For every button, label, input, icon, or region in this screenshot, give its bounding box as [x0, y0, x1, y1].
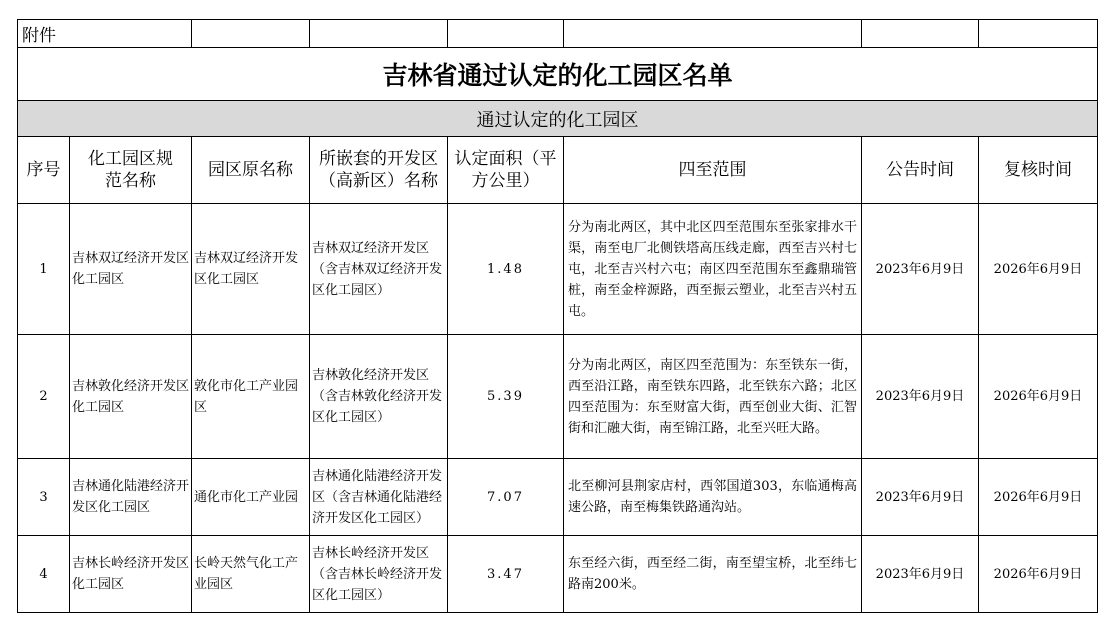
cell-announce: 2023年6月9日: [862, 536, 979, 613]
cell-name: 吉林敦化经济开发区化工园区: [70, 335, 192, 459]
cell-range: 东至经六街，西至经二街，南至望宝桥，北至纬七路南200米。: [564, 536, 862, 613]
header-review: 复核时间: [979, 137, 1098, 204]
cell-review: 2026年6月9日: [979, 335, 1098, 459]
cell-seq: 4: [18, 536, 70, 613]
cell-original: 通化市化工产业园: [192, 459, 310, 536]
cell-announce: 2023年6月9日: [862, 335, 979, 459]
attachment-row: [18, 20, 1098, 48]
cell-seq: 2: [18, 335, 70, 459]
cell-announce: 2023年6月9日: [862, 204, 979, 335]
header-seq: 序号: [18, 137, 70, 204]
subtitle-row: [18, 101, 1098, 137]
header-area: 认定面积（平方公里）: [448, 137, 564, 204]
cell-seq: 3: [18, 459, 70, 536]
header-row: [18, 137, 1098, 204]
table-row: [18, 459, 1098, 536]
table-row: [18, 204, 1098, 335]
cell-review: 2026年6月9日: [979, 204, 1098, 335]
table-row: [18, 536, 1098, 613]
park-list-table: [17, 19, 1098, 613]
cell-dev-zone: 吉林双辽经济开发区（含吉林双辽经济开发区化工园区）: [310, 204, 448, 335]
page-title: 吉林省通过认定的化工园区名单: [18, 48, 1098, 101]
cell-area: 7.07: [448, 459, 564, 536]
cell-seq: 1: [18, 204, 70, 335]
cell-name: 吉林长岭经济开发区化工园区: [70, 536, 192, 613]
cell-dev-zone: 吉林通化陆港经济开发区（含吉林通化陆港经济开发区化工园区）: [310, 459, 448, 536]
cell-announce: 2023年6月9日: [862, 459, 979, 536]
header-dev-zone: 所嵌套的开发区（高新区）名称: [310, 137, 448, 204]
cell-range: 分为南北两区，其中北区四至范围东至张家排水干渠，南至电厂北侧铁塔高压线走廊，西至吉兴村七屯，北至吉兴村六屯；南区四至范围东至鑫鼎瑞管桩，南至金梓源路，西至振云塑业，北至吉兴村五屯。: [564, 204, 862, 335]
cell-name: 吉林通化陆港经济开发区化工园区: [70, 459, 192, 536]
cell-original: 敦化市化工产业园区: [192, 335, 310, 459]
cell-area: 1.48: [448, 204, 564, 335]
cell-original: 吉林双辽经济开发区化工园区: [192, 204, 310, 335]
cell-review: 2026年6月9日: [979, 536, 1098, 613]
header-original: 园区原名称: [192, 137, 310, 204]
table-row: [18, 335, 1098, 459]
title-row: [18, 48, 1098, 101]
cell-name: 吉林双辽经济开发区化工园区: [70, 204, 192, 335]
attachment-label: 附件: [18, 20, 192, 48]
cell-area: 3.47: [448, 536, 564, 613]
cell-range: 分为南北两区，南区四至范围为：东至铁东一街，西至沿江路，南至铁东四路，北至铁东六路；北区四至范围为：东至财富大街，西至创业大街、汇智街和汇融大街，南至锦江路，北至兴旺大路。: [564, 335, 862, 459]
header-announce: 公告时间: [862, 137, 979, 204]
cell-area: 5.39: [448, 335, 564, 459]
cell-dev-zone: 吉林长岭经济开发区（含吉林长岭经济开发区化工园区）: [310, 536, 448, 613]
cell-range: 北至柳河县荆家店村，西邻国道303，东临通梅高速公路，南至梅集铁路通沟站。: [564, 459, 862, 536]
cell-original: 长岭天然气化工产业园区: [192, 536, 310, 613]
cell-review: 2026年6月9日: [979, 459, 1098, 536]
header-range: 四至范围: [564, 137, 862, 204]
cell-dev-zone: 吉林敦化经济开发区（含吉林敦化经济开发区化工园区）: [310, 335, 448, 459]
header-name: 化工园区规范名称: [70, 137, 192, 204]
section-title: 通过认定的化工园区: [18, 101, 1098, 137]
